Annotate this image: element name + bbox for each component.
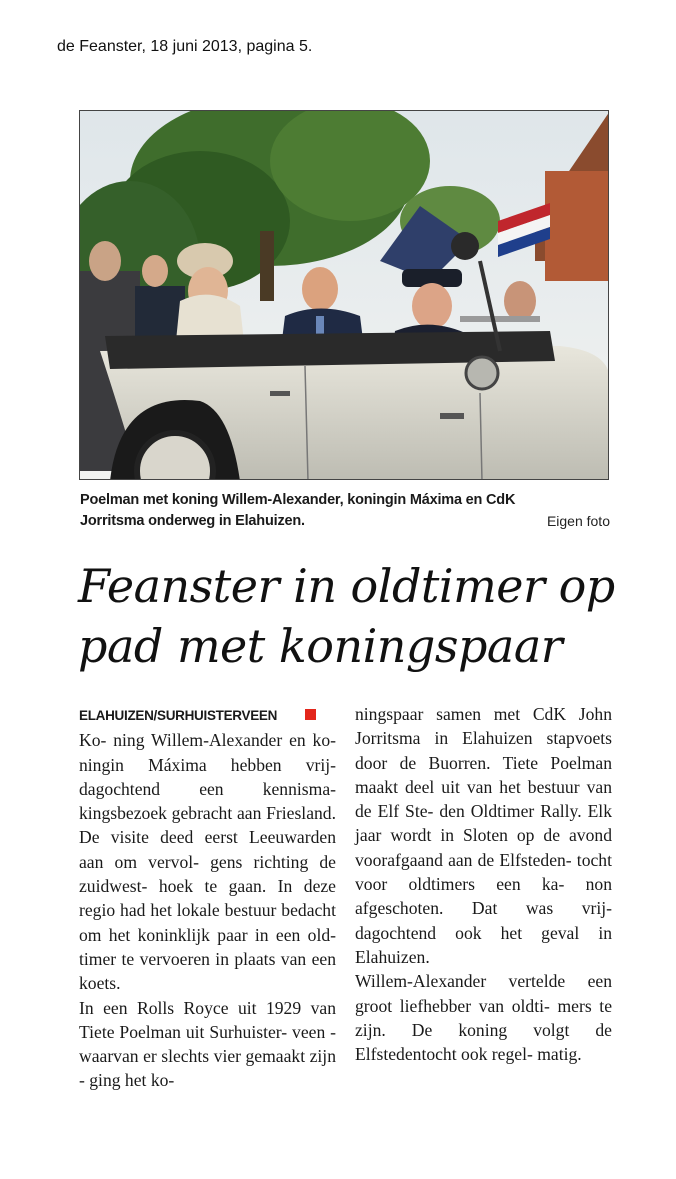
headline-line-1: Feanster in oldtimer op [78,559,615,613]
article-paragraph-2: In een Rolls Royce uit 1929 van Tiete Poelman uit Surhuister- veen - waarvan er slechts vier gemaakt zijn - ging het ko- [79,997,336,1091]
headline-line-2: pad met koningspaar [78,619,563,673]
news-photo [79,110,609,480]
article-column-left [79,702,336,1093]
headline [78,556,618,676]
article-paragraph-1 [79,702,336,996]
article-paragraph-3: ningspaar samen met CdK John Jorritsma in Elahuizen stapvoets door de Buorren. Tiete Poelman maakt deel uit van het bestuur van de Elf Ste- den Oldtimer Rally. Elk jaar wordt in Sloten op de avond voorafgaand aan de Elfsteden- tocht voor oldtimers een ka- non afgeschoten. Dat was vrij- dagochtend ook het geval in Elahuizen. [355,704,612,967]
photo-credit: Eigen foto [546,513,610,529]
dateline: ELAHUIZEN/SURHUISTERVEEN [79,708,278,723]
article-lead-text: Ko- ning Willem-Alexander en ko- ningin Máxima hebben vrij- dagochtend een kennisma- kingsbezoek gebracht aan Friesland. De visite deed eerst Leeuwarden aan om vervol- gens richting de zuidwest- hoek te gaan. In deze regio had het lokale bestuur bedacht om het koninklijk paar in een old- timer te vervoeren in plaats van een koets. [79,730,336,994]
caption-line-1: Poelman met koning Willem-Alexander, koningin Máxima en CdK [80,492,516,508]
article-column-right [355,702,612,1066]
article-paragraph-4: Willem-Alexander vertelde een groot liefhebber van oldti- mers te zijn. De koning volgt de Elfstedentocht ook regel- matig. [355,971,612,1065]
photo-caption [80,490,610,532]
section-marker-icon [305,709,316,720]
source-line: de Feanster, 18 juni 2013, pagina 5. [57,38,313,55]
caption-line-2: Jorritsma onderweg in Elahuizen. [80,513,305,529]
